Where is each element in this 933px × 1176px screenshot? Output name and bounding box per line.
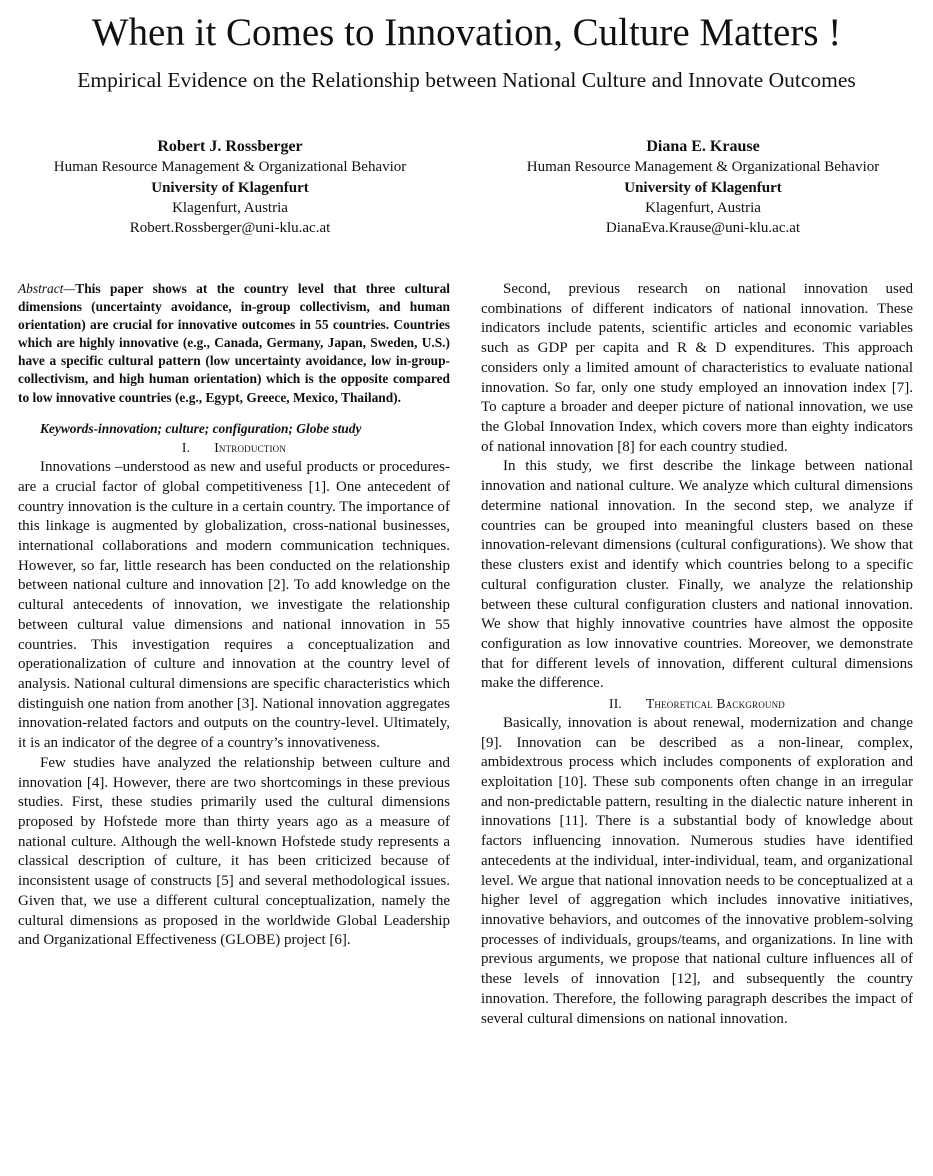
section-title: Introduction — [214, 440, 287, 456]
keywords: Keywords-innovation; culture; configuration; Globe study — [40, 420, 362, 436]
author-university: University of Klagenfurt — [151, 179, 309, 196]
paragraph: Few studies have analyzed the relationship between culture and innovation [4]. However, there are two shortcomings in these previous studies. First, these studies primarily used the cultural dimensions proposed by Hofstede more than thirty years ago as a measure of national culture. Although the well-known Hofstede study represents a classical description of culture, it has been criticized because of inconsistent usage of constructs [5] and several methodological issues. Given that, we use a different cultural conceptualization, namely the cultural dimensions as proposed in the worldwide Global Leadership and Organizational Effectiveness (GLOBE) project [6]. — [18, 754, 450, 949]
section-heading-introduction — [18, 438, 450, 458]
paragraph: Basically, innovation is about renewal, modernization and change [9]. Innovation can be described as a non-linear, complex, ambidextrous process which includes components of exploration and exploitation [10]. These sub components often change in an irregular and non-predictable pattern, resulting in the dialectic nature inherent in innovations [11]. There is a substantial body of knowledge about factors influencing innovation. Numerous studies have identified antecedents at the individual, inter-individual, team, and organizational level. We argue that national innovation needs to be conceptualized at a higher level of aggregation which includes innovative initiatives, innovative behaviors, and outcomes of the innovative problem-solving processes of individuals, groups/teams, and organizations. In line with previous arguments, we propose that national culture influences all of these levels of innovation [12], and subsequently the country innovation. Therefore, the following paragraph describes the impact of several cultural dimensions on national innovation. — [481, 714, 913, 1027]
abstract — [18, 280, 450, 407]
section-title: Theoretical Background — [645, 696, 785, 712]
paragraph: In this study, we first describe the linkage between national innovation and national culture. We analyze which cultural dimensions determine national innovation. In the second step, we analyze if countries can be grouped into meaningful clusters based on these innovation-relevant dimensions (cultural configurations). We show that these clusters exist and identify which countries belong to a specific cultural configuration cluster. Finally, we analyze the relationship between these cultural configuration clusters and national innovation. We show that highly innovative countries have almost the opposite configuration as low innovative countries. Moreover, we demonstrate that for different levels of innovation, different cultural dimensions make the difference. — [481, 458, 913, 692]
author-name: Robert J. Rossberger — [157, 138, 303, 155]
abstract-label: Abstract— — [18, 281, 76, 296]
author-department: Human Resource Management & Organizational Behavior — [53, 159, 407, 176]
author-location: Klagenfurt, Austria — [172, 199, 288, 216]
author-department: Human Resource Management & Organizational Behavior — [526, 159, 880, 176]
paragraph: Second, previous research on national innovation used combinations of different indicators of national innovation. These indicators include patents, scientific articles and economic variables such as GDP per capita and R & D expenditures. This approach considers only a limited amount of characteristics to evaluate national innovation. So far, only one study employed an innovation index [7]. To capture a broader and deeper picture of national innovation, we use the Global Innovation Index, which covers more than eighty indicators of national innovation [8] for each country studied. — [481, 281, 913, 455]
author-block-1 — [0, 137, 460, 238]
paragraph: Innovations –understood as new and useful products or procedures- are a crucial factor of global competitiveness [1]. One antecedent of country innovation is the culture in a certain country. The importance of this linkage is augmented by globalization, cross-national businesses, international collaborations and modern communication techniques. However, so far, little research has been conducted on the relationship between national culture and innovation [2]. To add knowledge on the cultural antecedents of innovation, we investigate the relationship between cultural value dimensions and national innovation in 55 countries. This investigation requires a conceptualization and operationalization of culture and innovation at the country level of analysis. National cultural dimensions are specific characteristics which distinguish one nation from another [3]. National innovation aggregates innovation-related factors and outputs on the country-level. Ultimately, it is an indicator of the degree of a country’s innovativeness. — [18, 459, 450, 752]
left-column — [18, 280, 450, 951]
author-location: Klagenfurt, Austria — [645, 199, 761, 216]
paper-subtitle: Empirical Evidence on the Relationship between National Culture and Innovate Outcomes — [77, 68, 856, 92]
author-email: DianaEva.Krause@uni-klu.ac.at — [605, 220, 801, 237]
author-name: Diana E. Krause — [646, 138, 760, 155]
abstract-text: This paper shows at the country level that three cultural dimensions (uncertainty avoidance, in-group collectivism, and human orientation) are crucial for innovative outcomes in 55 countries. Countries which are highly innovative (e.g., Canada, Germany, Japan, Sweden, U.S.) have a specific cultural pattern (low uncertainty avoidance, low in-group-collectivism, and high human orientation) which is the opposite compared to low innovative countries (e.g., Egypt, Greece, Mexico, Thailand). — [18, 281, 450, 405]
author-block-2 — [473, 137, 933, 238]
author-university: University of Klagenfurt — [624, 179, 782, 196]
author-email: Robert.Rossberger@uni-klu.ac.at — [129, 220, 331, 237]
right-column — [481, 280, 913, 1029]
section-heading-theoretical-background — [481, 694, 913, 714]
section-number: I. — [181, 440, 191, 456]
paper-title: When it Comes to Innovation, Culture Matters ! — [91, 11, 842, 54]
section-number: II. — [609, 696, 622, 712]
